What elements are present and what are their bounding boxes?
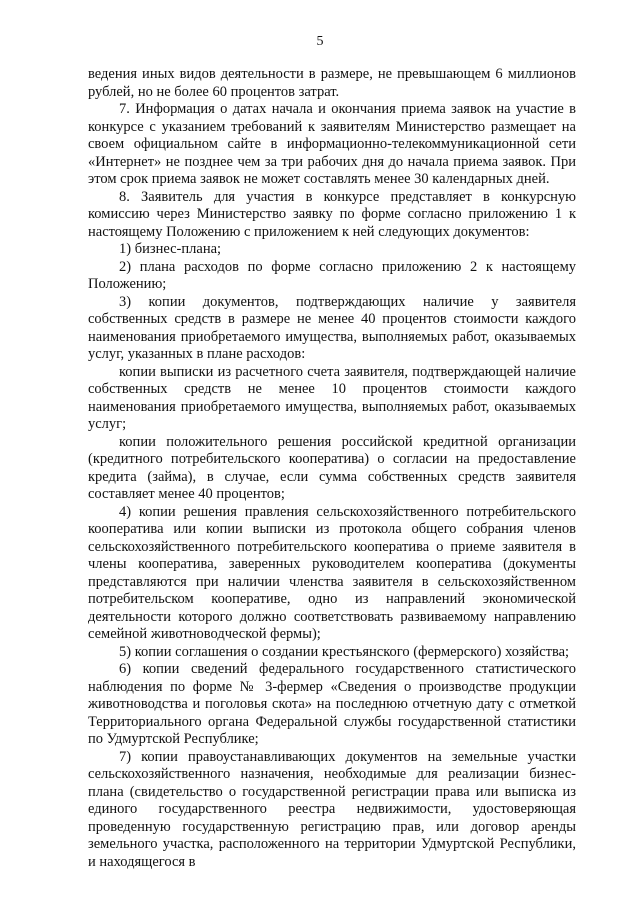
paragraph-continuation: ведения иных видов деятельности в размере, не превышающем 6 миллионов рублей, но не более 60 процентов затрат. [88, 66, 576, 100]
list-item-5: 5) копии соглашения о создании крестьянского (фермерского) хозяйства; [119, 643, 570, 660]
list-item-4: 4) копии решения правления сельскохозяйственного потребительского кооператива или копии выписки из протокола общего собрания членов сельскохозяйственного потребительского кооператива о приеме заявителя в члены кооператива, заверенных руководителем кооператива (документы представляются при наличии членства заявителя в сельскохозяйственном потребительском кооперативе, одно из направлений экономической деятельности которого должно соответствовать развиваемому направлению семейной животноводческой фермы); [88, 503, 576, 642]
list-item-7: 7) копии правоустанавливающих документов на земельные участки сельскохозяйственного назначения, необходимые для реализации бизнес-плана (свидетельство о государственной регистрации права или выписка из единого государственного реестра недвижимости, удостоверяющая проведенную государственную регистрацию прав, или договор аренды земельного участка, расположенного на территории Удмуртской Республики, и находящегося в [88, 748, 576, 870]
paragraph-item-7: 7. Информация о датах начала и окончания приема заявок на участие в конкурсе с указанием требований к заявителям Министерство размещает на своем официальном сайте в информационно-телекоммуникационной сети «Интернет» не позднее чем за три рабочих дня до начала приема заявок. При этом срок приема заявок не может составлять менее 30 календарных дней. [88, 101, 576, 187]
list-item-6: 6) копии сведений федерального государственного статистического наблюдения по форме № 3-фермер «Сведения о производстве продукции животноводства и поголовья скота» на последнюю отчетную дату с отметкой Территориального органа Федеральной службы государственной статистики по Удмуртской Республике; [88, 661, 576, 747]
page-number: 5 [316, 34, 324, 49]
list-item-3-credit-decision: копии положительного решения российской кредитной организации (кредитного потребительского кооператива) о согласии на предоставление кредита (займа), в случае, если сумма собственных средств заявителя составляет менее 40 процентов; [88, 433, 576, 502]
paragraph-item-8: 8. Заявитель для участия в конкурсе представляет в конкурсную комиссию через Министерство заявку по форме согласно приложению 1 к настоящему Положению с приложением к ней следующих документов: [88, 188, 576, 240]
list-item-1: 1) бизнес-плана; [119, 241, 222, 257]
list-item-3: 3) копии документов, подтверждающих наличие у заявителя собственных средств в размере не менее 40 процентов стоимости каждого наименования приобретаемого имущества, выполняемых работ, оказываемых услуг, указанных в плане расходов: [88, 293, 576, 362]
list-item-2: 2) плана расходов по форме согласно приложению 2 к настоящему Положению; [88, 258, 576, 292]
list-item-3-bank-statement: копии выписки из расчетного счета заявителя, подтверждающей наличие собственных средств не менее 10 процентов стоимости каждого наименования приобретаемого имущества, выполняемых работ, оказываемых услуг; [88, 363, 576, 432]
document-body [88, 66, 576, 871]
